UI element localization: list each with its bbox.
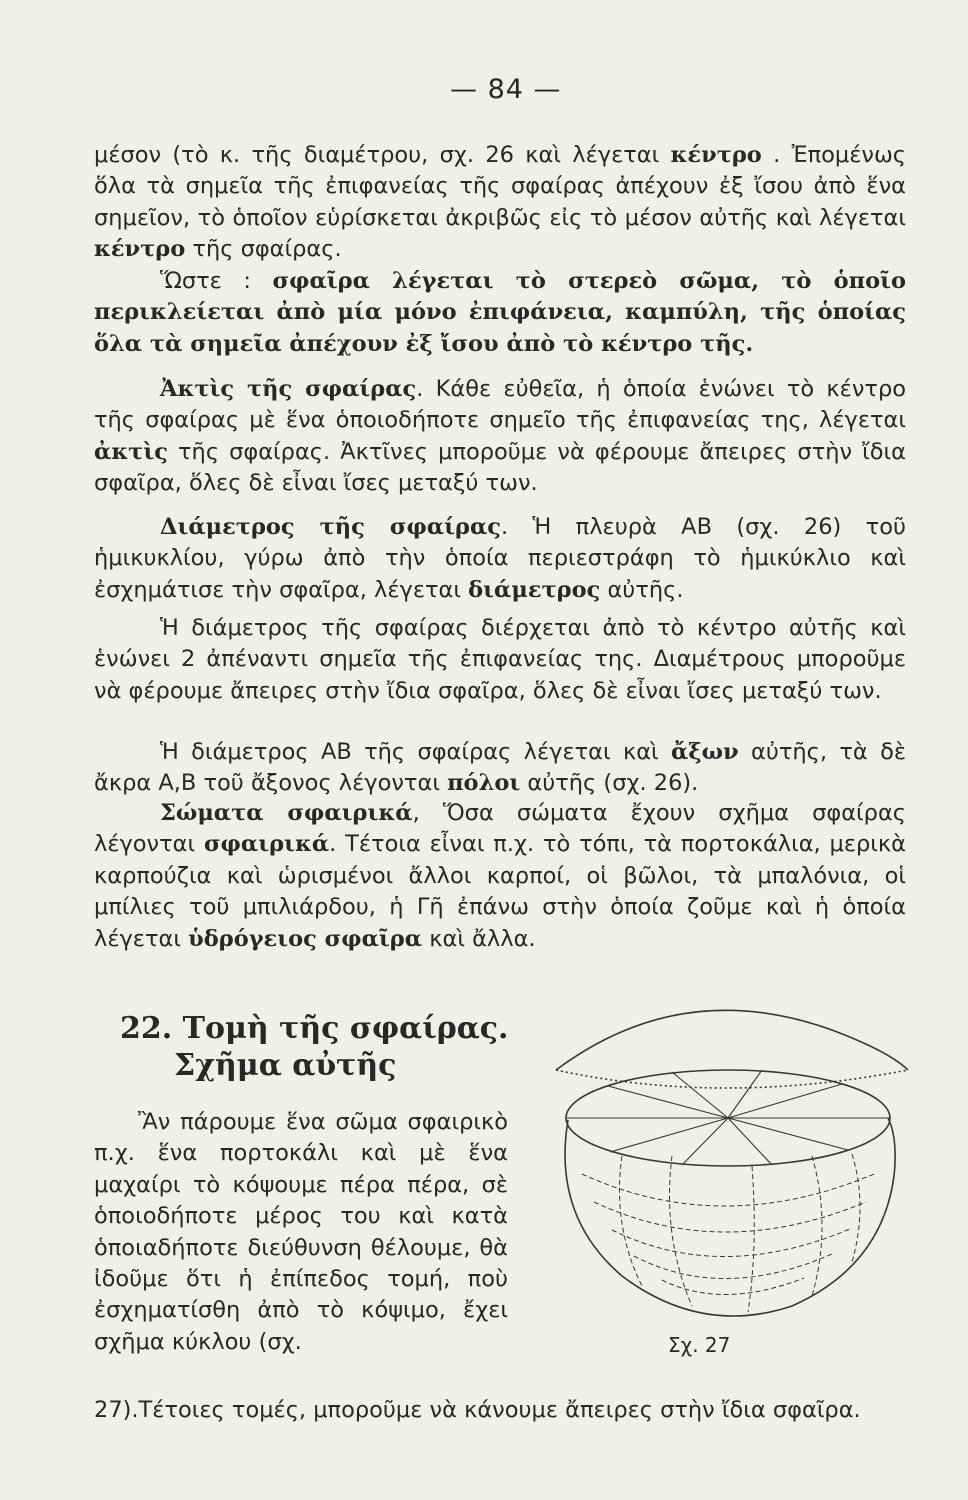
paragraph-radius: Ἀκτὶς τῆς σφαίρας. Κάθε εὐθεῖα, ἡ ὁποία ἑνώνει τὸ κέντρο τῆς σφαίρας μὲ ἕνα ὁποιοδήποτε σημεῖο τῆς ἐπιφανείας της, λέγεται ἀκτὶς τῆς σφαίρας. Ἀκτῖνες μποροῦμε νὰ φέρουμε ἄπειρες στὴν ἴδια σφαῖρα, ὅλες δὲ εἶναι ἴσες μεταξύ των. bbox=[94, 376, 906, 497]
paragraph-sphere-definition: Ὥστε : σφαῖρα λέγεται τὸ στερεὸ σῶμα, τὸ ὁποῖο περικλείεται ἀπὸ μία μόνο ἐπιφάνεια, καμπύλη, τῆς ὁποίας ὅλα τὰ σημεῖα ἀπέχουν ἐξ ἴσου ἀπὸ τὸ κέντρο τῆς. bbox=[94, 268, 907, 357]
paragraph-axis-poles: Ἡ διάμετρος ΑΒ τῆς σφαίρας λέγεται καὶ ἄξων αὐτῆς, τὰ δὲ ἄκρα Α,Β τοῦ ἄξονος λέγονται πόλοι αὐτῆς (σχ. 26). bbox=[94, 739, 906, 797]
paragraph-spherical-bodies: Σώματα σφαιρικά, Ὅσα σώματα ἔχουν σχῆμα σφαίρας λέγονται σφαιρικά. Τέτοια εἶναι π.χ. τὸ τόπι, τὰ πορτοκάλια, μερικὰ καρπούζια καὶ ὡρισμένοι ἄλλοι καρποί, οἱ βῶλοι, τὰ μπαλόνια, οἱ μπίλιες τοῦ μπιλιάρδου, ἡ Γῆ ἐπάνω στὴν ὁποία ζοῦμε καὶ ἡ ὁποία λέγεται ὑδρόγειος σφαῖρα καὶ ἄλλα. bbox=[94, 800, 906, 952]
cut-sphere-figure bbox=[522, 1006, 922, 1326]
page-number: — 84 — bbox=[450, 74, 562, 105]
section-heading-line1: 22. Τομὴ τῆς σφαίρας. bbox=[120, 1011, 509, 1046]
section-heading-line2: Σχῆμα αὐτῆς bbox=[174, 1048, 397, 1083]
figure-caption: Σχ. 27 bbox=[668, 1333, 731, 1357]
paragraph-center: μέσον (τὸ κ. τῆς διαμέτρου, σχ. 26 καὶ λέγεται κέντρο . Ἐπομένως ὅλα τὰ σημεῖα τῆς ἐπιφανείας τῆς σφαίρας ἀπέχουν ἐξ ἴσου ἀπὸ ἕνα σημεῖον, τὸ ὁποῖον εὑρίσκεται ἀκριβῶς εἰς τὸ μέσον αὐτῆς καὶ λέγεται κέντρο τῆς σφαίρας. bbox=[94, 142, 906, 263]
paragraph-diameter: Διάμετρος τῆς σφαίρας. Ἡ πλευρὰ ΑΒ (σχ. 26) τοῦ ἡμικυκλίου, γύρω ἀπὸ τὴν ὁποία περιεστράφη τὸ ἡμικύκλιο καὶ ἐσχημάτισε τὴν σφαῖρα, λέγεται διάμετρος αὐτῆς. bbox=[94, 514, 906, 603]
paragraph-diameter-center: Ἡ διάμετρος τῆς σφαίρας διέρχεται ἀπὸ τὸ κέντρο αὐτῆς καὶ ἑνώνει 2 ἀπέναντι σημεῖα τῆς ἐπιφανείας της. Διαμέτρους μποροῦμε νὰ φέρουμε ἄπειρες στὴν ἴδια σφαῖρα, ὅλες δὲ εἶναι ἴσες μεταξύ των. bbox=[94, 615, 906, 704]
column-paragraph: Ἂν πάρουμε ἕνα σῶμα σφαιρικὸ π.χ. ἕνα πορτοκάλι καὶ μὲ ἕνα μαχαίρι τὸ κόψουμε πέρα πέρα, σὲ ὁποιοδήποτε μέρος του καὶ κατὰ ὁποιαδήποτε διεύθυνση θέλουμε, θὰ ἰδοῦμε ὅτι ἡ ἐπίπεδος τομή, ποὺ ἐσχηματίσθη ἀπὸ τὸ κόψιμο, ἔχει σχῆμα κύκλου (σχ. bbox=[94, 1109, 508, 1355]
closing-line: 27).Τέτοιες τομές, μποροῦμε νὰ κάνουμε ἄπειρες στὴν ἴδια σφαῖρα. bbox=[94, 1397, 861, 1423]
